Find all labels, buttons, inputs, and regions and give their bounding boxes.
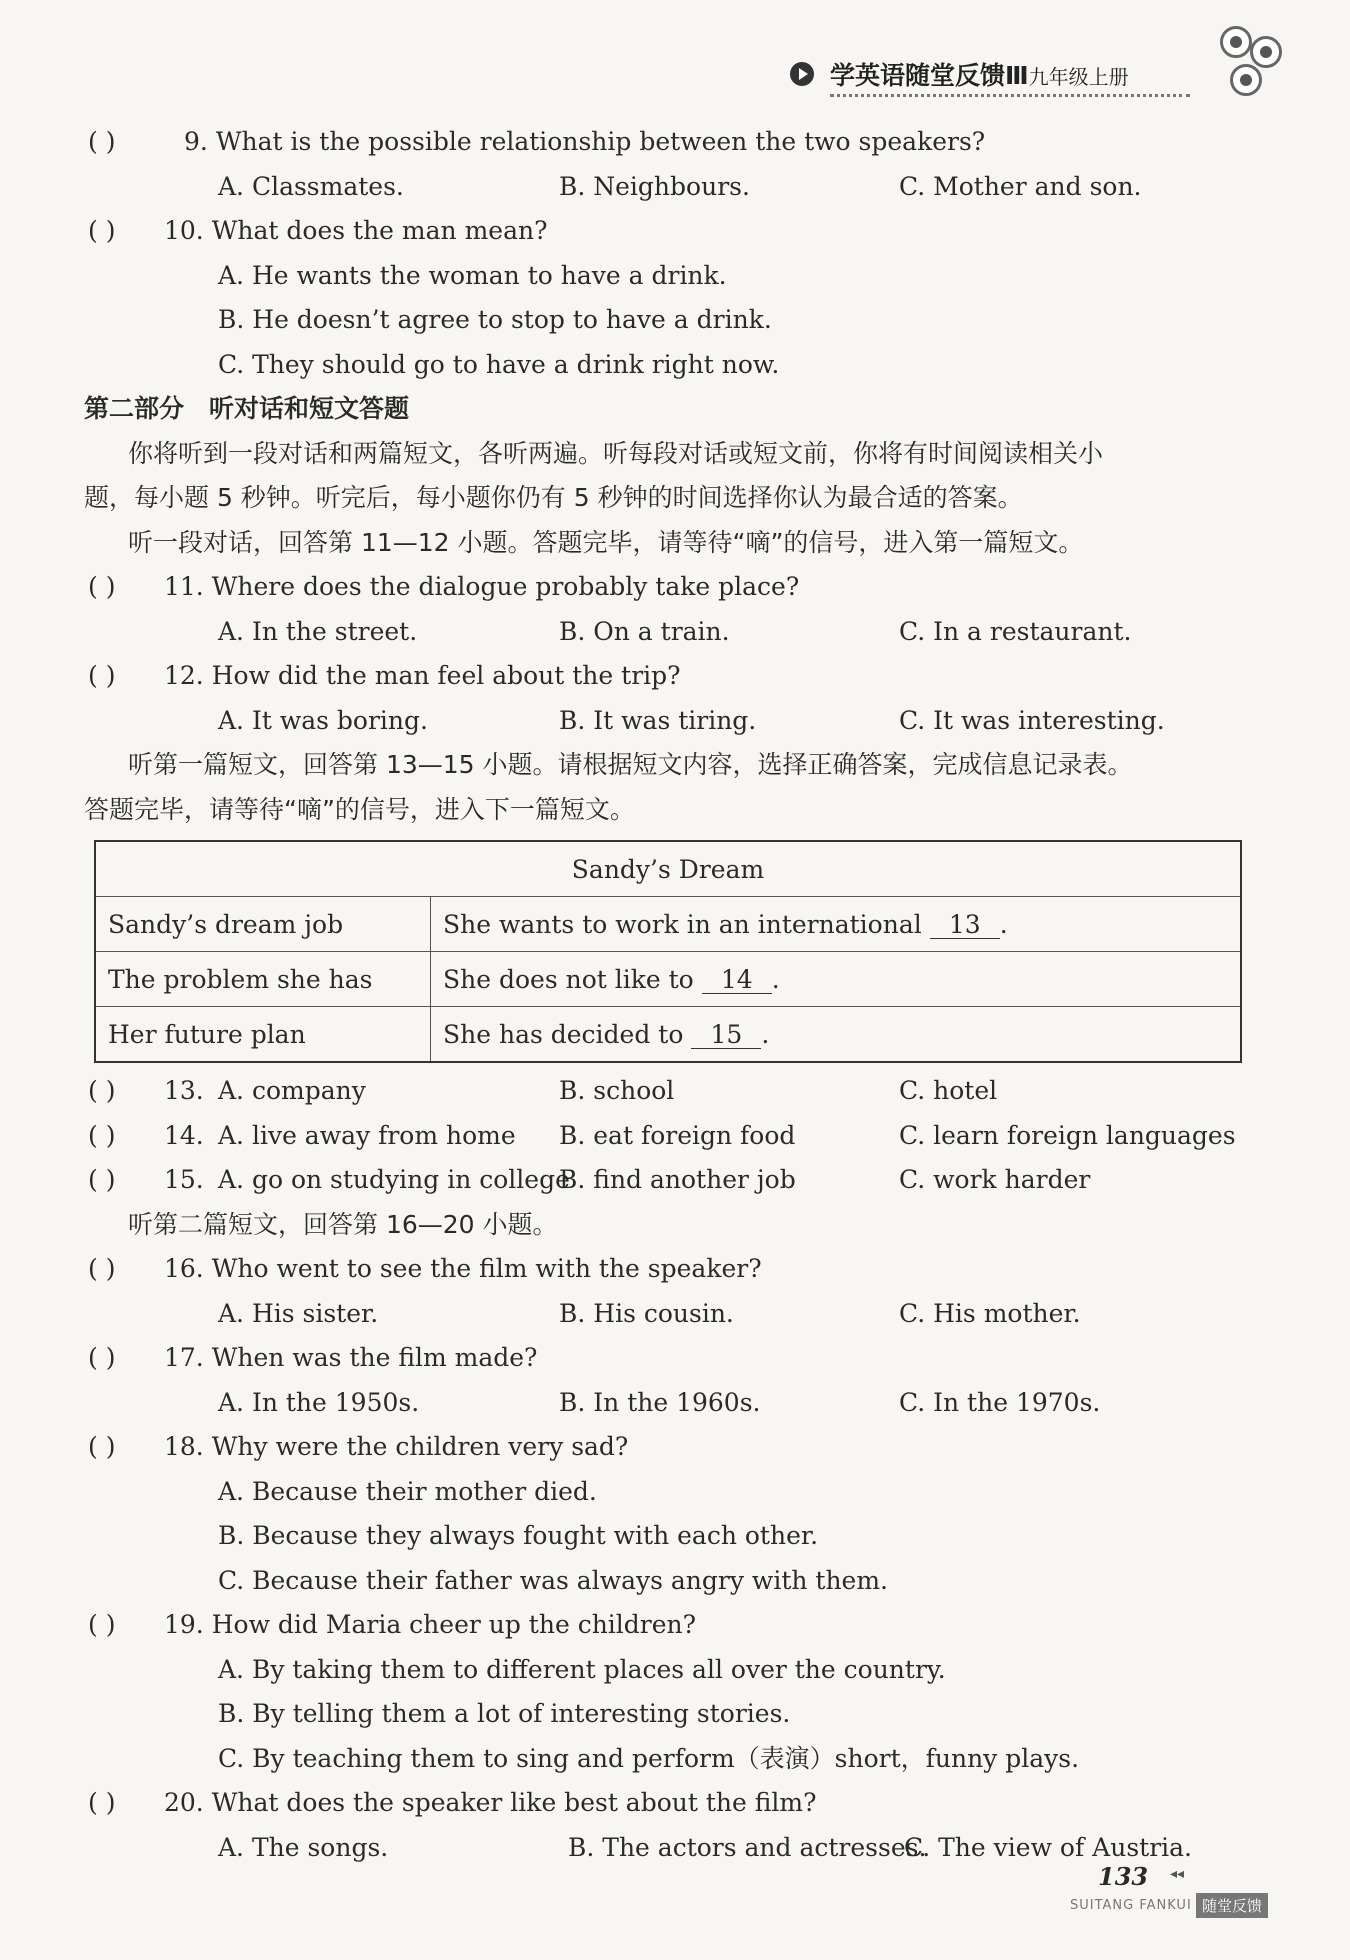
- instruction-text: 听第一篇短文，回答第 13—15 小题。请根据短文内容，选择正确答案，完成信息记录表。: [128, 750, 1133, 779]
- instruction: [84, 743, 1264, 788]
- option-line: [84, 1737, 1264, 1782]
- option-c: C. By teaching them to sing and perform（表演）short，funny plays.: [218, 1743, 1080, 1773]
- question-text: 18. Why were the children very sad?: [164, 1432, 629, 1461]
- question-text: 9. What is the possible relationship between the two speakers?: [184, 127, 986, 156]
- option-c: C. In a restaurant.: [899, 616, 1132, 646]
- option-line: [84, 1692, 1264, 1737]
- question-num: 14.: [164, 1120, 204, 1150]
- flower-icon: [1250, 36, 1282, 68]
- option-c: C. Because their father was always angry with them.: [218, 1565, 889, 1595]
- option-c: C. The view of Austria.: [904, 1832, 1192, 1862]
- answer-blank[interactable]: ( ): [88, 661, 116, 690]
- option-b: B. Neighbours.: [559, 171, 750, 201]
- arrow-icon: ◂◂: [1170, 1866, 1185, 1882]
- instruction-text: 听一段对话，回答第 11—12 小题。答题完毕，请等待“嘀”的信号，进入第一篇短文。: [128, 527, 1084, 557]
- option-c: C. His mother.: [899, 1298, 1081, 1328]
- option-b: B. find another job: [559, 1165, 796, 1194]
- option-b: B. On a train.: [559, 616, 730, 646]
- option-line: [84, 254, 1264, 299]
- option-b: B. eat foreign food: [559, 1120, 796, 1150]
- answer-blank[interactable]: ( ): [88, 1788, 116, 1817]
- question-11: [84, 565, 1264, 610]
- option-a: A. go on studying in college: [218, 1165, 570, 1194]
- answer-blank[interactable]: ( ): [88, 127, 116, 156]
- answer-blank[interactable]: ( ): [88, 1610, 116, 1639]
- table-title: Sandy’s Dream: [95, 841, 1241, 897]
- instruction-text: 你将听到一段对话和两篇短文，各听两遍。听每段对话或短文前，你将有时间阅读相关小: [128, 438, 1104, 468]
- page-content: [84, 120, 1264, 1870]
- option-a: A. Classmates.: [218, 171, 404, 201]
- instruction: [84, 1203, 1264, 1248]
- options-17: [84, 1381, 1264, 1426]
- question-text: 19. How did Maria cheer up the children?: [164, 1610, 697, 1639]
- options-16: [84, 1292, 1264, 1337]
- instruction: [84, 476, 1264, 521]
- row-value: She does not like to 14 .: [431, 952, 1242, 1007]
- option-line: [84, 343, 1264, 388]
- question-14: [84, 1114, 1264, 1159]
- answer-blank[interactable]: ( ): [88, 216, 116, 245]
- question-text: 11. Where does the dialogue probably take place?: [164, 572, 800, 601]
- option-b: B. It was tiring.: [559, 705, 757, 735]
- question-num: 15.: [164, 1165, 204, 1194]
- option-b: B. By telling them a lot of interesting stories.: [218, 1699, 791, 1728]
- options-11: [84, 610, 1264, 655]
- question-18: [84, 1425, 1264, 1470]
- question-num: 13.: [164, 1076, 204, 1105]
- option-b: B. He doesn’t agree to stop to have a drink.: [218, 305, 772, 334]
- question-9: [84, 120, 1264, 165]
- option-b: B. His cousin.: [559, 1298, 734, 1328]
- question-15: [84, 1158, 1264, 1203]
- table-header-row: [95, 841, 1241, 897]
- question-17: [84, 1336, 1264, 1381]
- answer-blank[interactable]: ( ): [88, 1254, 116, 1283]
- option-b: B. school: [559, 1076, 675, 1105]
- footer-brand: SUITANG FANKUI: [1070, 1898, 1192, 1913]
- option-a: A. In the street.: [218, 616, 418, 646]
- answer-blank[interactable]: ( ): [88, 572, 116, 601]
- option-a: A. company: [218, 1076, 366, 1105]
- question-20: [84, 1781, 1264, 1826]
- option-b: B. In the 1960s.: [559, 1387, 761, 1417]
- table-row: [95, 897, 1241, 952]
- section-title: 第二部分 听对话和短文答题: [84, 394, 410, 423]
- option-a: A. live away from home: [218, 1120, 516, 1150]
- option-b: B. The actors and actresses.: [568, 1832, 927, 1862]
- question-16: [84, 1247, 1264, 1292]
- row-value: She has decided to 15 .: [431, 1007, 1242, 1063]
- answer-blank[interactable]: ( ): [88, 1343, 116, 1372]
- option-a: A. It was boring.: [218, 705, 428, 735]
- option-c: C. work harder: [899, 1165, 1091, 1194]
- grade-label: 九年级上册: [1028, 65, 1129, 89]
- row-value: She wants to work in an international 13 .: [431, 897, 1242, 952]
- header-divider: [830, 94, 1190, 97]
- info-table: [94, 840, 1242, 1063]
- fill-blank[interactable]: 14: [702, 967, 772, 994]
- instruction: [84, 788, 1264, 833]
- instruction: [84, 521, 1264, 566]
- question-10: [84, 209, 1264, 254]
- option-c: C. Mother and son.: [899, 171, 1142, 201]
- page-header: [790, 26, 1310, 106]
- option-a: A. His sister.: [218, 1298, 379, 1328]
- option-c: C. They should go to have a drink right now.: [218, 349, 780, 379]
- answer-blank[interactable]: ( ): [88, 1165, 116, 1194]
- fill-blank[interactable]: 13: [930, 912, 1000, 939]
- question-12: [84, 654, 1264, 699]
- option-line: [84, 1514, 1264, 1559]
- table-row: [95, 1007, 1241, 1063]
- option-a: A. The songs.: [218, 1832, 389, 1862]
- footer-badge: 随堂反馈: [1196, 1893, 1268, 1918]
- question-13: [84, 1069, 1264, 1114]
- option-b: B. Because they always fought with each other.: [218, 1521, 819, 1550]
- option-line: [84, 298, 1264, 343]
- row-label: Sandy’s dream job: [95, 897, 431, 952]
- answer-blank[interactable]: ( ): [88, 1432, 116, 1461]
- flower-icon: [1220, 26, 1252, 58]
- flower-icon: [1230, 64, 1262, 96]
- row-label: The problem she has: [95, 952, 431, 1007]
- section-heading: [84, 387, 1264, 432]
- question-text: 12. How did the man feel about the trip?: [164, 661, 681, 690]
- instruction-text: 听第二篇短文，回答第 16—20 小题。: [128, 1209, 558, 1239]
- answer-blank[interactable]: ( ): [88, 1120, 116, 1150]
- answer-blank[interactable]: ( ): [88, 1076, 116, 1105]
- option-line: [84, 1559, 1264, 1604]
- options-20: [84, 1826, 1264, 1871]
- question-text: 20. What does the speaker like best about the film?: [164, 1788, 817, 1817]
- option-line: [84, 1470, 1264, 1515]
- instruction-text: 答题完毕，请等待“嘀”的信号，进入下一篇短文。: [84, 794, 635, 824]
- option-c: C. It was interesting.: [899, 705, 1165, 735]
- instruction: [84, 432, 1264, 477]
- option-c: C. In the 1970s.: [899, 1387, 1101, 1417]
- book-title-text: 学英语随堂反馈Ⅲ: [830, 61, 1029, 90]
- option-a: A. By taking them to different places all over the country.: [218, 1654, 946, 1684]
- options-12: [84, 699, 1264, 744]
- play-icon: [790, 62, 814, 86]
- page-number: 133: [1098, 1862, 1149, 1891]
- option-c: C. hotel: [899, 1076, 998, 1105]
- question-text: 16. Who went to see the film with the speaker?: [164, 1254, 762, 1283]
- question-text: 17. When was the film made?: [164, 1343, 538, 1372]
- book-title: [830, 56, 1129, 92]
- option-a: A. Because their mother died.: [218, 1476, 597, 1506]
- option-a: A. In the 1950s.: [218, 1387, 420, 1417]
- fill-blank[interactable]: 15: [691, 1022, 761, 1049]
- option-a: A. He wants the woman to have a drink.: [218, 260, 727, 290]
- row-label: Her future plan: [95, 1007, 431, 1063]
- options-9: [84, 165, 1264, 210]
- option-c: C. learn foreign languages: [899, 1120, 1236, 1150]
- option-line: [84, 1648, 1264, 1693]
- question-text: 10. What does the man mean?: [164, 216, 548, 245]
- question-19: [84, 1603, 1264, 1648]
- instruction-text: 题，每小题 5 秒钟。听完后，每小题你仍有 5 秒钟的时间选择你认为最合适的答案。: [84, 483, 1023, 512]
- table-row: [95, 952, 1241, 1007]
